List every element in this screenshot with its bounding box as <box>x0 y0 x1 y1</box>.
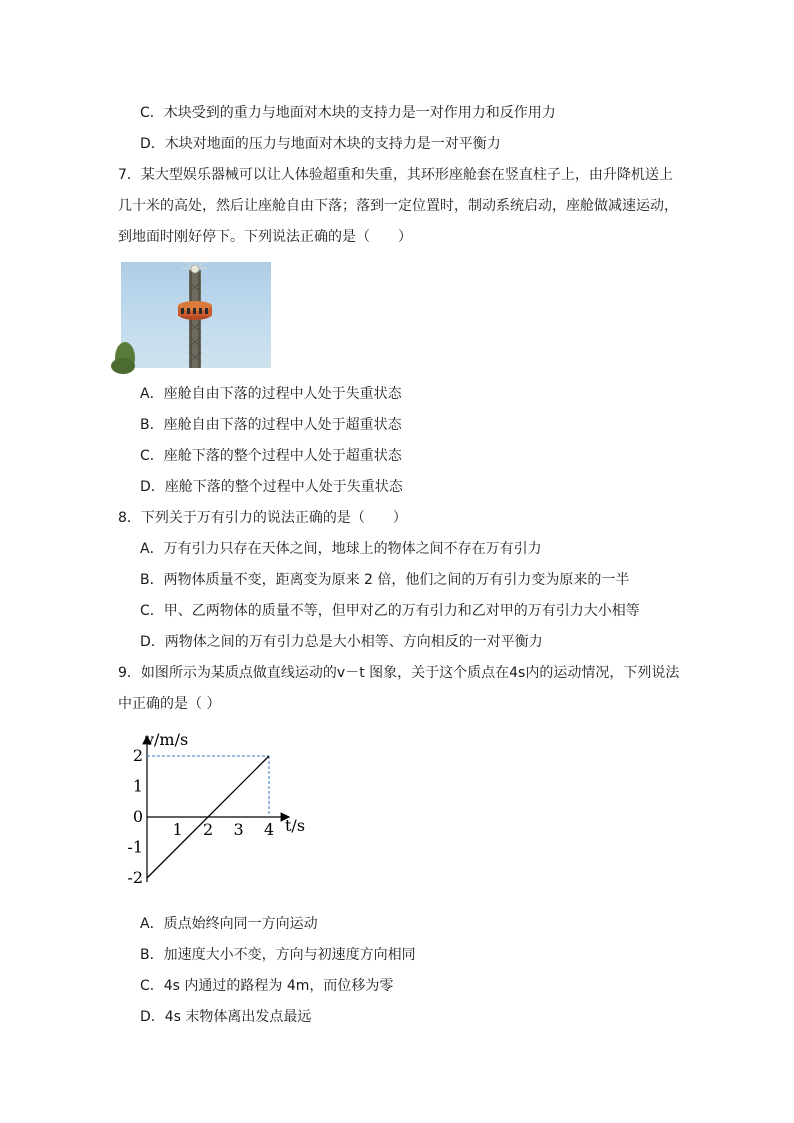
question-9-option-b: B．加速度大小不变，方向与初速度方向相同 <box>140 947 416 963</box>
x-tick-label: 2 <box>203 820 214 839</box>
question-6-option-c: C．木块受到的重力与地面对木块的支持力是一对作用力和反作用力 <box>140 105 556 121</box>
question-7-stem-line-1: 7．某大型娱乐器械可以让人体验超重和失重，其环形座舱套在竖直柱子上，由升降机送上 <box>118 167 673 183</box>
x-axis-label: t/s <box>285 816 306 835</box>
question-7-option-c: C．座舱下落的整个过程中人处于超重状态 <box>140 448 402 464</box>
question-9-option-a: A．质点始终向同一方向运动 <box>140 916 318 932</box>
question-7-option-b: B．座舱自由下落的过程中人处于超重状态 <box>140 417 402 433</box>
y-tick-label: -2 <box>127 868 143 887</box>
question-9-option-c: C．4s 内通过的路程为 4m，而位移为零 <box>140 978 394 994</box>
question-9-stem-line-2: 中正确的是（ ） <box>118 696 221 712</box>
question-9-option-d: D．4s 末物体离出发点最远 <box>140 1009 312 1025</box>
y-axis-label: v/m/s <box>145 730 189 749</box>
question-7-option-a: A．座舱自由下落的过程中人处于失重状态 <box>140 386 402 402</box>
x-tick-label: 3 <box>233 820 244 839</box>
question-8-option-b: B．两物体质量不变，距离变为原来 2 倍，他们之间的万有引力变为原来的一半 <box>140 572 630 588</box>
question-8-option-a: A．万有引力只存在天体之间，地球上的物体之间不存在万有引力 <box>140 541 542 557</box>
question-8-option-d: D．两物体之间的万有引力总是大小相等、方向相反的一对平衡力 <box>140 634 543 650</box>
x-tick-label: 1 <box>172 820 183 839</box>
drop-tower-photo <box>121 262 271 368</box>
y-tick-label: 0 <box>132 807 143 826</box>
y-tick-label: 2 <box>132 746 143 765</box>
question-8-stem: 8．下列关于万有引力的说法正确的是（ ） <box>118 510 407 526</box>
question-7-stem-line-2: 几十米的高处，然后让座舱自由下落；落到一定位置时，制动系统启动，座舱做减速运动， <box>118 198 678 214</box>
question-7-stem-line-3: 到地面时刚好停下。下列说法正确的是（ ） <box>118 229 412 245</box>
question-6-option-d: D．木块对地面的压力与地面对木块的支持力是一对平衡力 <box>140 136 501 152</box>
question-7-option-d: D．座舱下落的整个过程中人处于失重状态 <box>140 479 403 495</box>
y-tick-label: -1 <box>127 837 143 857</box>
question-9-stem-line-1: 9．如图所示为某质点做直线运动的v－t 图象，关于这个质点在4s内的运动情况，下列说法 <box>118 665 680 681</box>
velocity-time-graph <box>127 728 315 893</box>
question-8-option-c: C．甲、乙两物体的质量不等，但甲对乙的万有引力和乙对甲的万有引力大小相等 <box>140 603 640 619</box>
x-tick-label: 4 <box>264 820 275 839</box>
y-tick-label: 1 <box>132 776 143 796</box>
